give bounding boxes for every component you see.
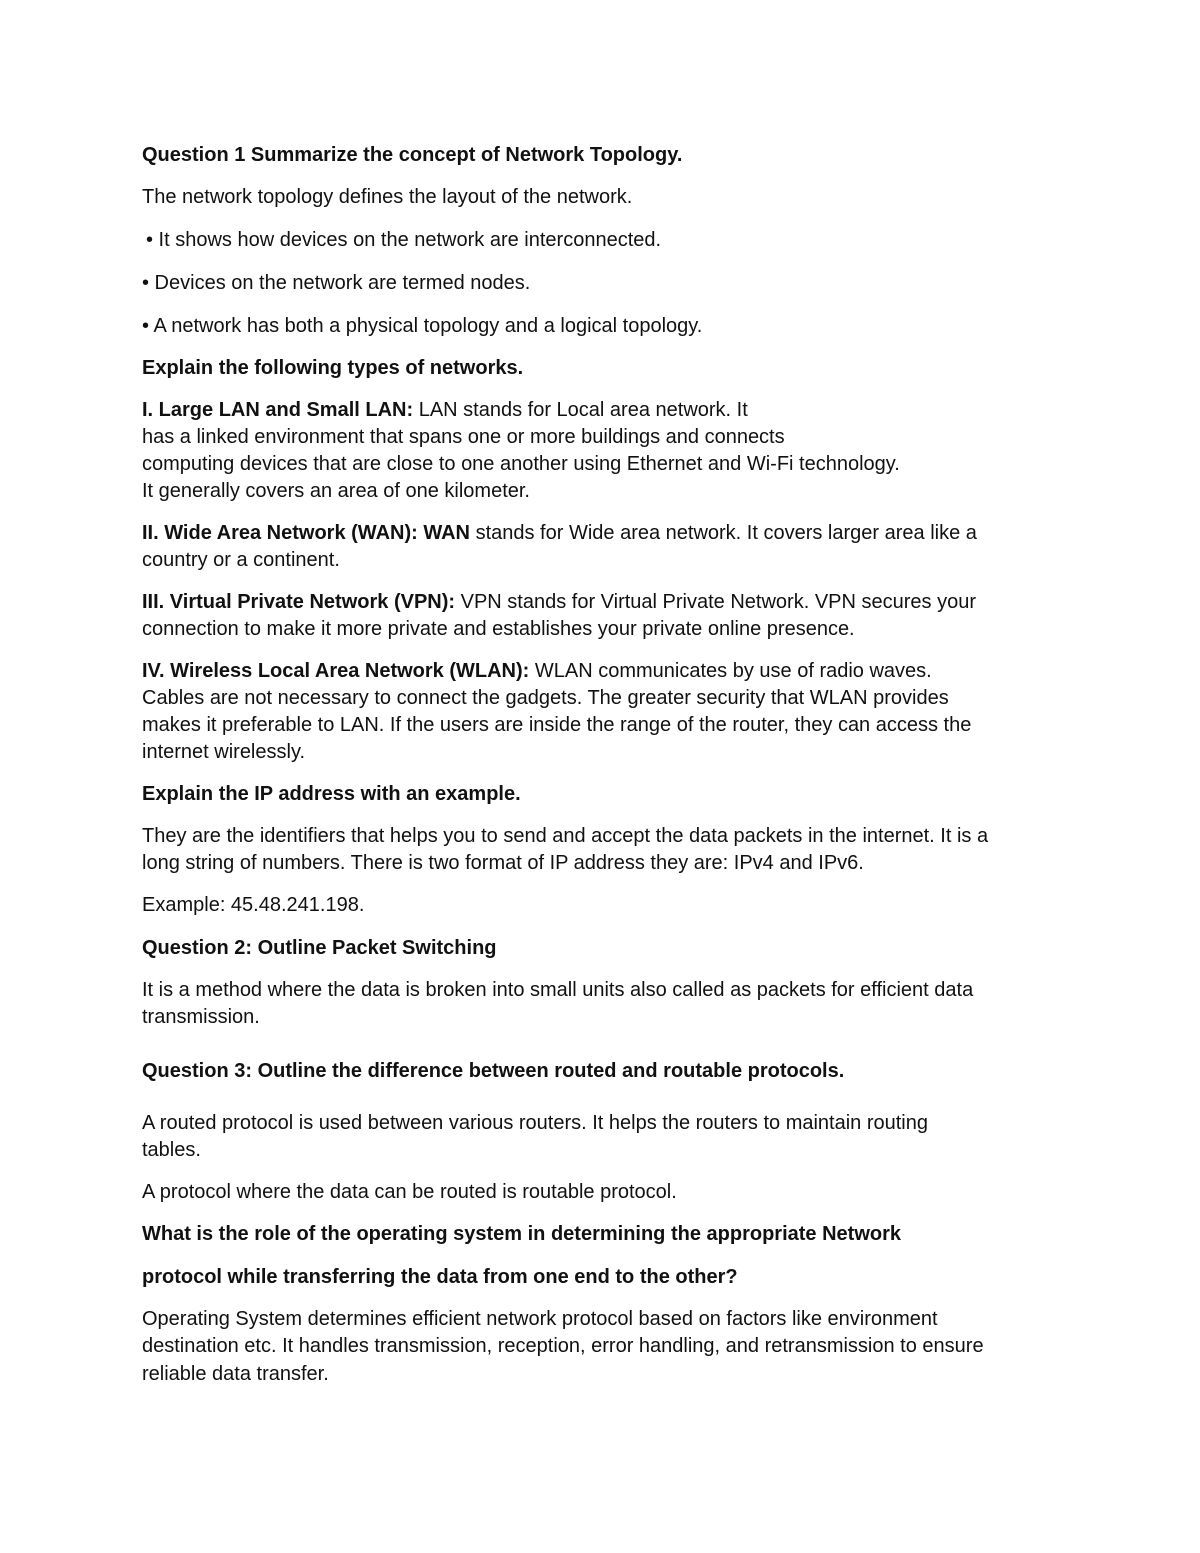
networks-heading: Explain the following types of networks. xyxy=(142,357,524,379)
ip-heading: Explain the IP address with an example. xyxy=(142,783,521,805)
lan-term: I. Large LAN and Small LAN: xyxy=(142,399,414,421)
ip-example: Example: 45.48.241.198. xyxy=(142,894,365,916)
wan-text-line: country or a continent. xyxy=(142,549,340,571)
vpn-text-line: connection to make it more private and establishes your private online presence. xyxy=(142,618,855,640)
routed-text-line: tables. xyxy=(142,1139,201,1161)
ip-text-line: They are the identifiers that helps you to send and accept the data packets in the internet. It is a xyxy=(142,825,989,847)
lan-text-line: has a linked environment that spans one or more buildings and connects xyxy=(142,426,785,448)
ip-text-line: long string of numbers. There is two format of IP address they are: IPv4 and IPv6. xyxy=(142,852,864,874)
lan-paragraph-line xyxy=(142,398,748,422)
lan-text: LAN stands for Local area network. It xyxy=(418,399,748,421)
os-text-line: reliable data transfer. xyxy=(142,1363,329,1385)
wlan-text: WLAN communicates by use of radio waves. xyxy=(534,660,932,682)
wlan-term: IV. Wireless Local Area Network (WLAN): xyxy=(142,660,530,682)
vpn-paragraph-line xyxy=(142,590,976,614)
question-1-heading: Question 1 Summarize the concept of Network Topology. xyxy=(142,144,683,166)
wlan-text-line: internet wirelessly. xyxy=(142,741,306,763)
os-text-line: destination etc. It handles transmission, reception, error handling, and retransmission to ensure xyxy=(142,1335,984,1357)
os-text-line: Operating System determines efficient network protocol based on factors like environment xyxy=(142,1308,938,1330)
wan-text: stands for Wide area network. It covers larger area like a xyxy=(475,522,977,544)
wan-paragraph-line xyxy=(142,521,977,545)
routable-text: A protocol where the data can be routed is routable protocol. xyxy=(142,1181,677,1203)
question-3-heading: Question 3: Outline the difference between routed and routable protocols. xyxy=(142,1060,845,1082)
topology-intro: The network topology defines the layout of the network. xyxy=(142,186,633,208)
q2-text-line: transmission. xyxy=(142,1006,260,1028)
bullet-item: • It shows how devices on the network are interconnected. xyxy=(146,229,662,251)
vpn-text: VPN stands for Virtual Private Network. VPN secures your xyxy=(460,591,976,613)
routed-text-line: A routed protocol is used between various routers. It helps the routers to maintain routing xyxy=(142,1112,928,1134)
question-2-heading: Question 2: Outline Packet Switching xyxy=(142,937,497,959)
lan-text-line: It generally covers an area of one kilometer. xyxy=(142,480,530,502)
bullet-item: • A network has both a physical topology and a logical topology. xyxy=(142,315,703,337)
os-heading-continued: protocol while transferring the data from one end to the other? xyxy=(142,1266,738,1288)
vpn-term: III. Virtual Private Network (VPN): xyxy=(142,591,456,613)
wlan-text-line: makes it preferable to LAN. If the users are inside the range of the router, they can access the xyxy=(142,714,972,736)
wlan-text-line: Cables are not necessary to connect the gadgets. The greater security that WLAN provides xyxy=(142,687,949,709)
q2-text-line: It is a method where the data is broken into small units also called as packets for efficient data xyxy=(142,979,974,1001)
bullet-item: • Devices on the network are termed nodes. xyxy=(142,272,531,294)
os-heading: What is the role of the operating system in determining the appropriate Network xyxy=(142,1223,901,1245)
wlan-paragraph-line xyxy=(142,659,932,683)
wan-term: II. Wide Area Network (WAN): WAN xyxy=(142,522,470,544)
lan-text-line: computing devices that are close to one another using Ethernet and Wi-Fi technology. xyxy=(142,453,900,475)
